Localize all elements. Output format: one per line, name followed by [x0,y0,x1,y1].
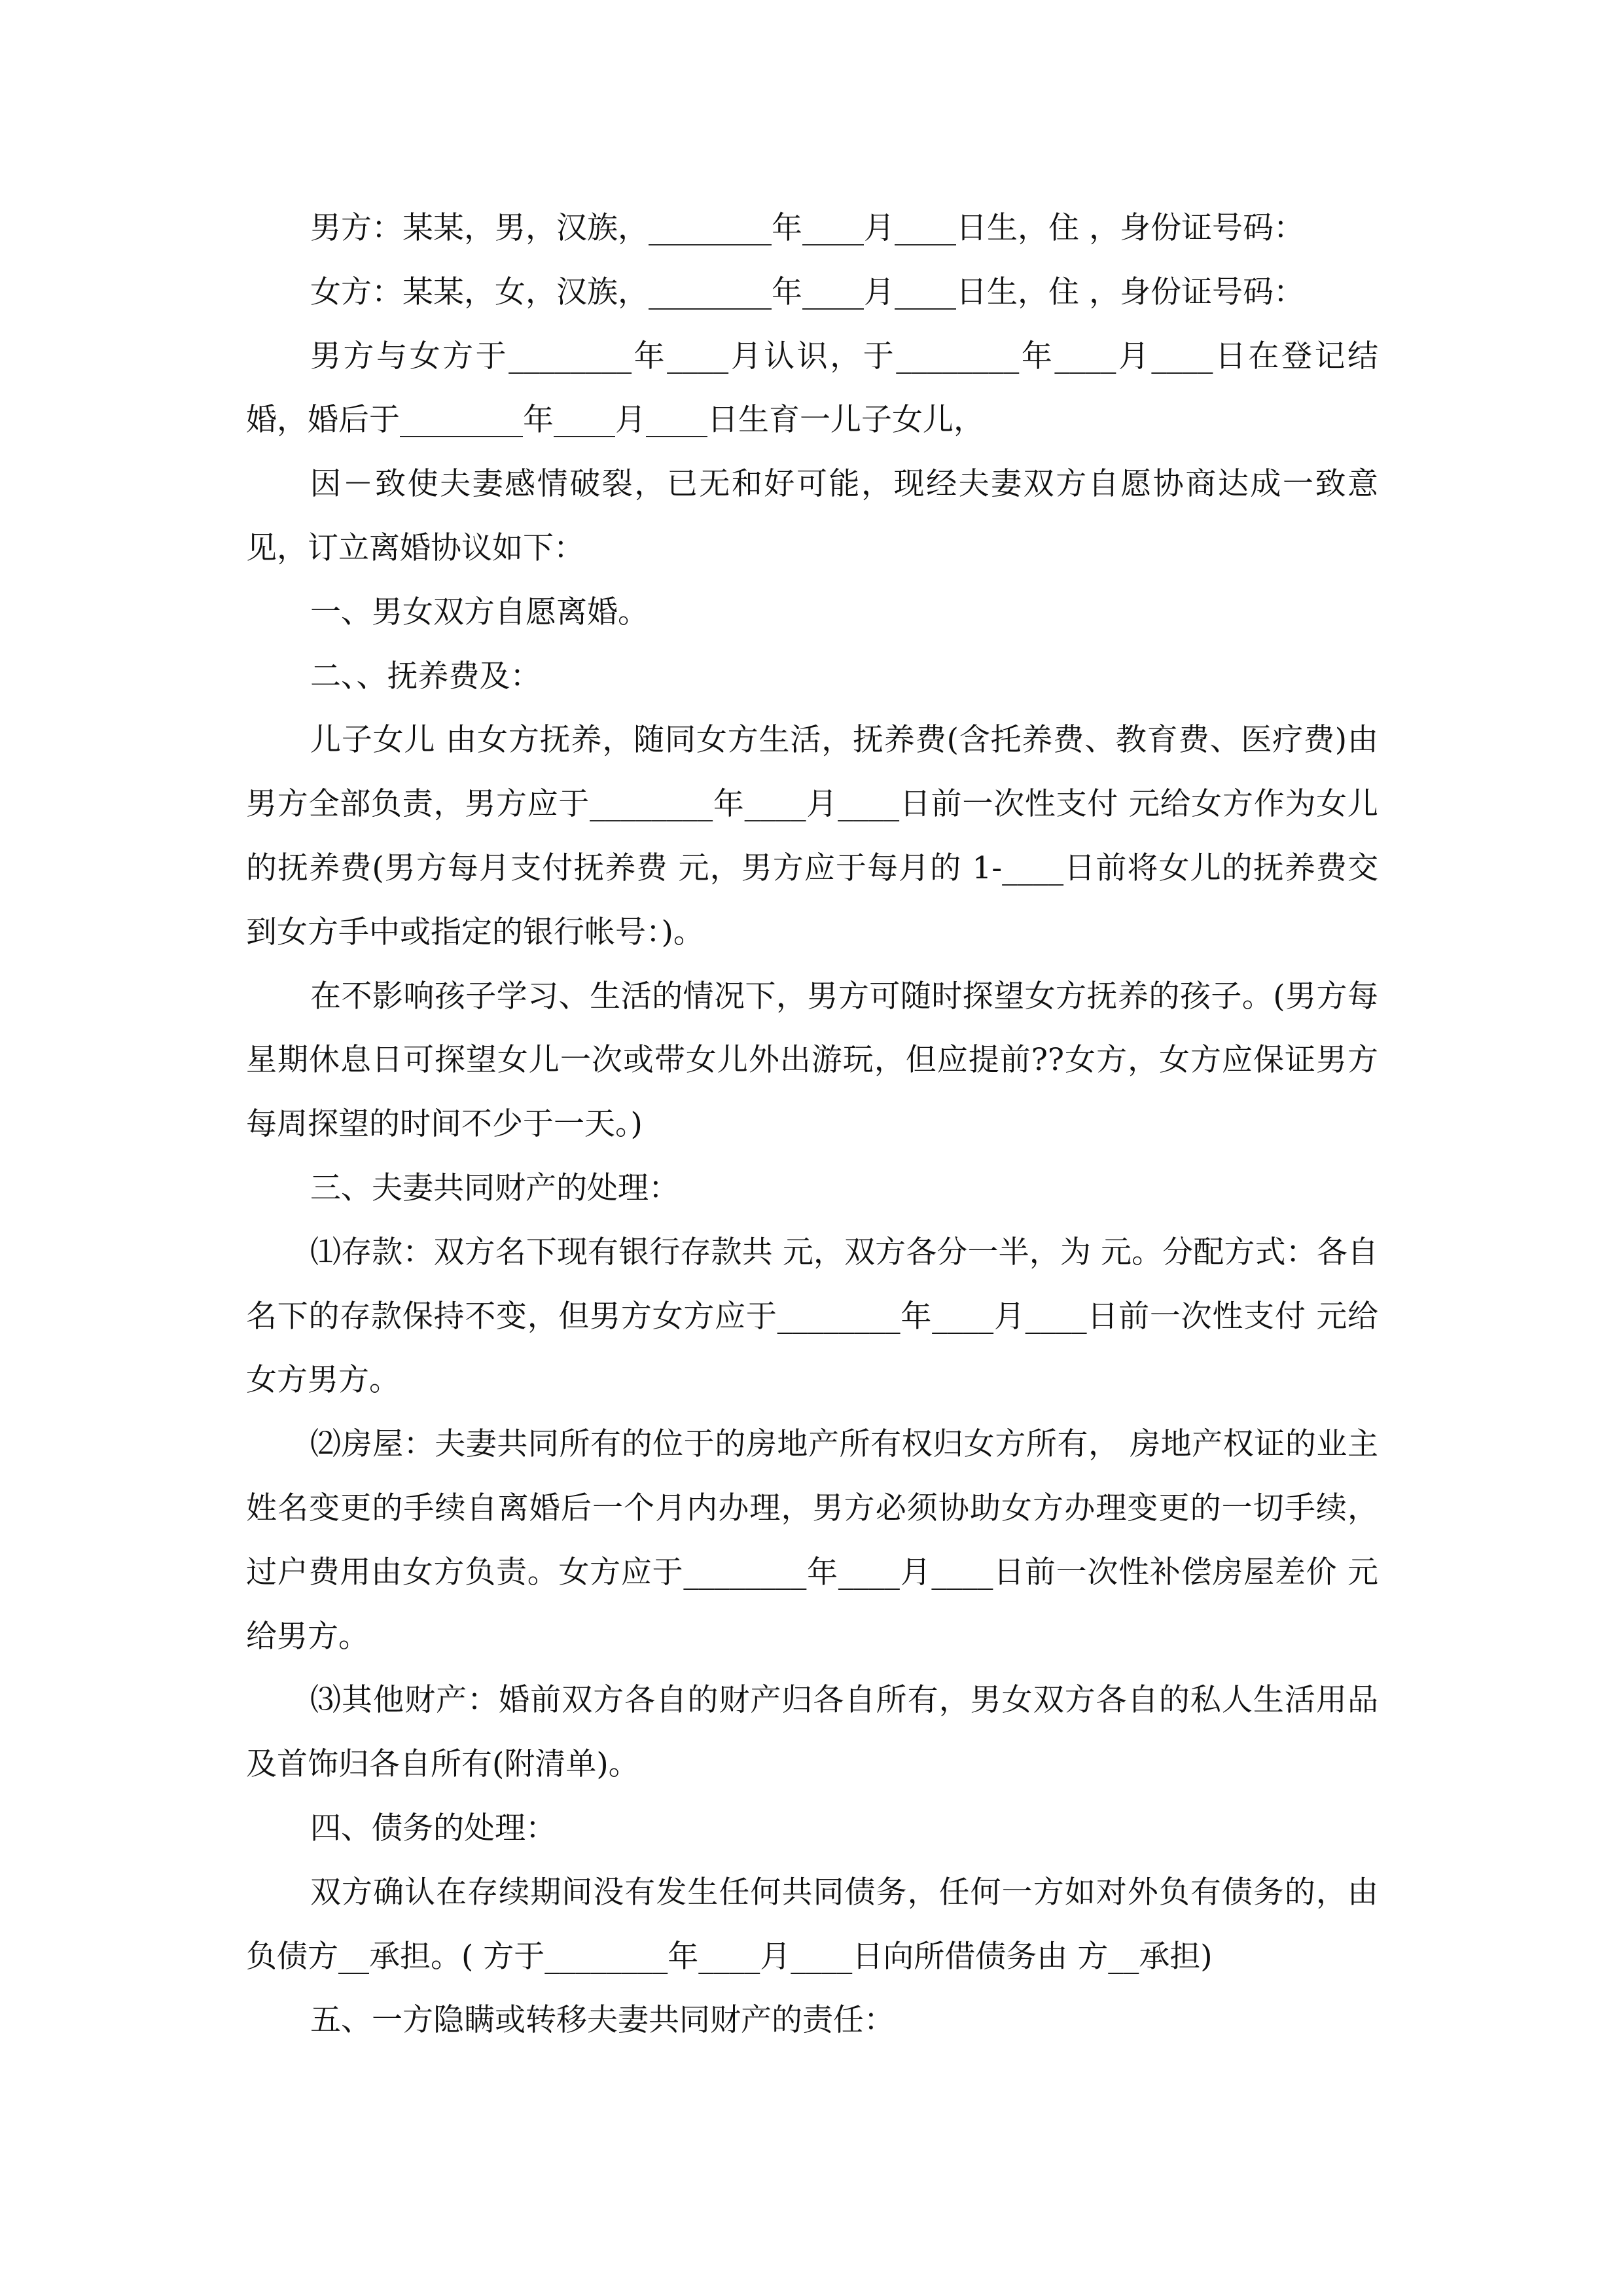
housing-clause: ⑵房屋：夫妻共同所有的位于的房地产所有权归女方所有， 房地产权证的业主姓名变更的手续自离婚后一个月内办理，男方必须协助女方办理变更的一切手续，过户费用由女方负责。女方应于________年____月____日前一次性补偿房屋差价 元给男方。 [246,1426,1378,1655]
section-4-heading: 四、债务的处理： [310,1810,556,1846]
party-female-info: 女方：某某，女，汉族，________年____月____日生，住 ，身份证号码： [310,274,1304,310]
marriage-history: 男方与女方于________年____月认识，于________年____月____日在登记结婚，婚后于________年____月____日生育一儿子女儿， [246,338,1378,439]
section-1-heading: 一、男女双方自愿离婚。 [310,594,649,630]
visitation-clause: 在不影响孩子学习、生活的情况下，男方可随时探望女方抚养的孩子。(男方每星期休息日可探望女儿一次或带女儿外出游玩，但应提前??女方，女方应保证男方每周探望的时间不少于一天。) [246,978,1378,1143]
document-body [246,196,1378,2053]
section-2-heading: 二、、抚养费及： [310,658,541,694]
section-5-heading: 五、一方隐瞒或转移夫妻共同财产的责任： [310,2002,895,2039]
child-support-clause: 儿子女儿 由女方抚养，随同女方生活，抚养费(含托养费、教育费、医疗费)由男方全部负责，男方应于________年____月____日前一次性支付 元给女方作为女儿的抚养费(男方每月支付抚养费 元，男方应于每月的 1-____日前将女儿的抚养费交到女方手中或指定的银行帐号：)。 [246,722,1378,950]
other-property-clause: ⑶其他财产：婚前双方各自的财产归各自所有，男女双方各自的私人生活用品及首饰归各自所有(附清单)。 [246,1682,1378,1783]
divorce-reason: 因－致使夫妻感情破裂，已无和好可能，现经夫妻双方自愿协商达成一致意见，订立离婚协议如下： [246,466,1378,566]
debt-clause: 双方确认在存续期间没有发生任何共同债务，任何一方如对外负有债务的，由负债方__承担。( 方于________年____月____日向所借债务由 方__承担) [246,1874,1378,1975]
savings-clause: ⑴存款：双方名下现有银行存款共 元，双方各分一半，为 元。分配方式：各自名下的存款保持不变，但男方女方应于________年____月____日前一次性支付 元给女方男方。 [246,1234,1378,1399]
party-male-info: 男方：某某，男，汉族，________年____月____日生，住 ，身份证号码： [310,210,1304,246]
section-3-heading: 三、夫妻共同财产的处理： [310,1170,679,1206]
